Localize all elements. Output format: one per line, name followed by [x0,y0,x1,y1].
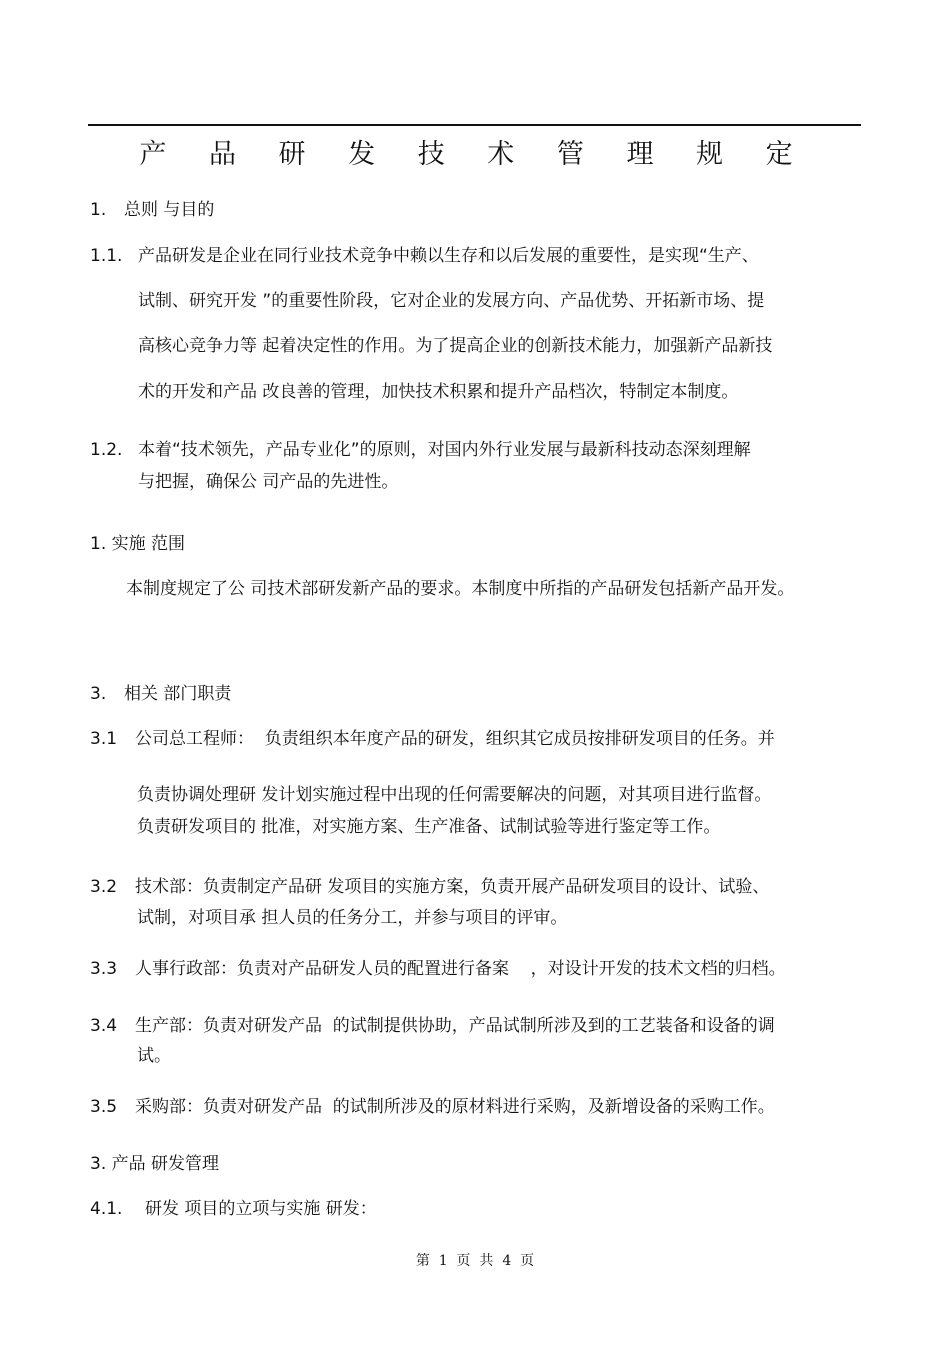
section-2-heading: 1. 实施 范围 [90,534,186,554]
top-rule [88,124,861,126]
page-title: 产 品 研 发 技 术 管 理 规 定 [139,139,810,170]
page-footer: 第 1 页 共 4 页 [415,1253,535,1269]
item-3-1-line-3: 负责研发项目的 批准，对实施方案、生产准备、试制试验等进行鉴定等工作。 [137,817,721,837]
item-1-2-line-2: 与把握，确保公 司产品的先进性。 [138,472,399,492]
item-3-1-line-1: 公司总工程师： 负责组织本年度产品的研发，组织其它成员按排研发项目的任务。并 [135,729,775,749]
item-4-1-text: 研发 项目的立项与实施 研发： [145,1199,377,1219]
item-3-4-line-2: 试。 [137,1046,171,1066]
item-1-1-line-3: 高核心竞争力等 起着决定性的作用。为了提高企业的创新技术能力，加强新产品新技 [138,336,773,356]
item-3-3-text: 人事行政部：负责对产品研发人员的配置进行备案 ，对设计开发的技术文档的归档。 [135,959,786,979]
section-1-heading: 总则 与目的 [124,200,215,220]
section-3-number: 3. [90,684,107,704]
item-3-1-line-2: 负责协调处理研 发计划实施过程中出现的任何需要解决的问题，对其项目进行监督。 [137,785,772,805]
item-1-1-line-4: 术的开发和产品 改良善的管理，加快技术积累和提升产品档次，特制定本制度。 [138,382,739,402]
item-3-2-line-2: 试制，对项目承 担人员的任务分工，并参与项目的评审。 [137,908,568,928]
item-1-1-line-1: 产品研发是企业在同行业技术竞争中赖以生存和以后发展的重要性，是实现“生产、 [138,246,759,266]
item-3-4-number: 3.4 [90,1016,118,1036]
item-1-2-number: 1.2. [90,440,123,460]
item-3-4-line-1: 生产部：负责对研发产品 的试制提供协助，产品试制所涉及到的工艺装备和设备的调 [135,1016,775,1036]
section-1-number: 1. [90,200,107,220]
item-3-2-line-1: 技术部：负责制定产品研 发项目的实施方案，负责开展产品研发项目的设计、试验、 [135,877,770,897]
item-3-2-number: 3.2 [90,877,118,897]
item-4-1-number: 4.1. [90,1199,123,1219]
item-3-1-number: 3.1 [90,729,118,749]
section-3-heading: 相关 部门职责 [124,684,232,704]
item-1-2-line-1: 本着“技术领先，产品专业化”的原则，对国内外行业发展与最新科技动态深刻理解 [138,440,751,460]
section-2-body: 本制度规定了公 司技术部研发新产品的要求。本制度中所指的产品研发包括新产品开发。 [126,579,795,599]
item-3-5-text: 采购部：负责对研发产品 的试制所涉及的原材料进行采购，及新增设备的采购工作。 [135,1097,775,1117]
item-1-1-line-2: 试制、研究开发 ”的重要性阶段，它对企业的发展方向、产品优势、开拓新市场、提 [138,291,765,311]
section-4-heading: 3. 产品 研发管理 [90,1154,220,1174]
item-1-1-number: 1.1. [90,246,123,266]
item-3-5-number: 3.5 [90,1097,118,1117]
item-3-3-number: 3.3 [90,959,118,979]
